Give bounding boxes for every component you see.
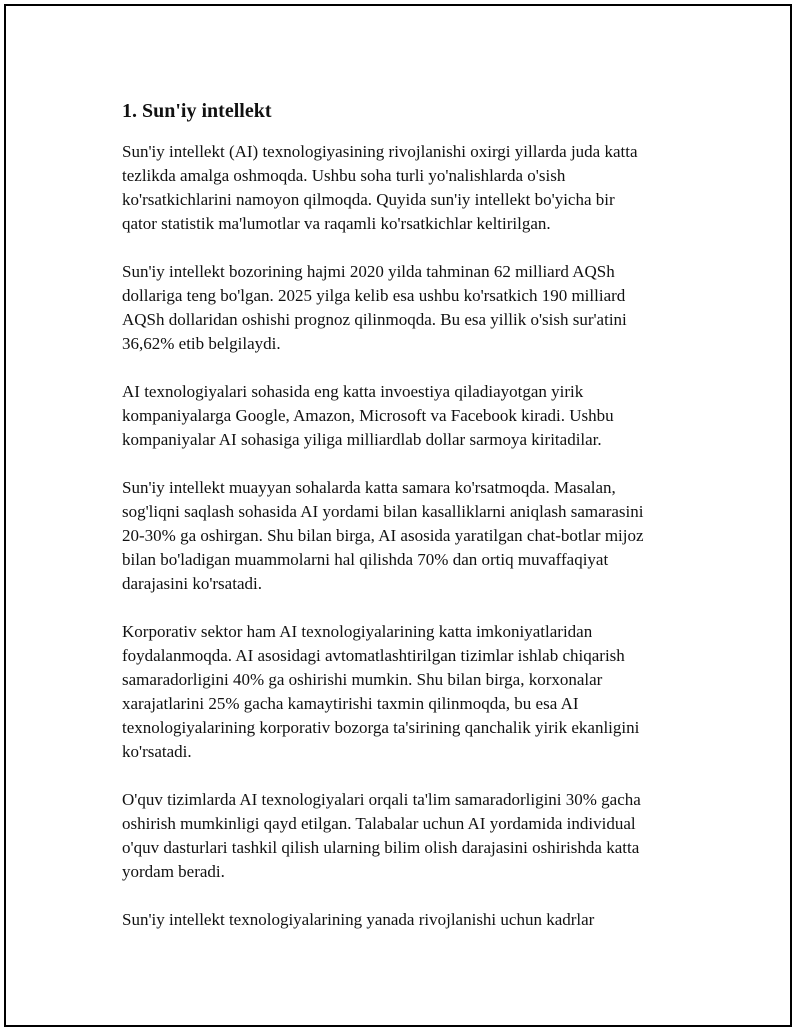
paragraph-6: O'quv tizimlarda AI texnologiyalari orqali ta'lim samaradorligini 30% gacha oshirish mumkinligi qayd etilgan. Talabalar uchun AI yordamida individual o'quv dasturlari tashkil qilish ularning bilim olish darajasini oshirishda katta yordam beradi. bbox=[122, 790, 641, 881]
section-title: 1. Sun'iy intellekt bbox=[122, 100, 272, 122]
paragraph-3: AI texnologiyalari sohasida eng katta invoestiya qiladiayotgan yirik kompaniyalarga Google, Amazon, Microsoft va Facebook kiradi. Ushbu kompaniyalar AI sohasiga yiliga milliardlab dollar sarmoya kiritadilar. bbox=[122, 382, 614, 449]
paragraph-2: Sun'iy intellekt bozorining hajmi 2020 yilda tahminan 62 milliard AQSh dollariga teng bo'lgan. 2025 yilga kelib esa ushbu ko'rsatkich 190 milliard AQSh dollaridan oshishi prognoz qilinmoqda. Bu esa yillik o'sish sur'atini 36,62% etib belgilaydi. bbox=[122, 262, 627, 353]
paragraph-5: Korporativ sektor ham AI texnologiyalarining katta imkoniyatlaridan foydalanmoqda. AI asosidagi avtomatlashtirilgan tizimlar ishlab chiqarish samaradorligini 40% ga oshirishi mumkin. Shu bilan birga, korxonalar xarajatlarini 25% gacha kamaytirishi taxmin qilinmoqda, bu esa AI texnologiyalarining korporativ bozorga ta'sirining qanchalik yirik ekanligini ko'rsatadi. bbox=[122, 622, 640, 761]
document-page bbox=[4, 4, 792, 1027]
paragraph-1: Sun'iy intellekt (AI) texnologiyasining rivojlanishi oxirgi yillarda juda katta tezlikda amalga oshmoqda. Ushbu soha turli yo'nalishlarda o'sish ko'rsatkichlarini namoyon qilmoqda. Quyida sun'iy intellekt bo'yicha bir qator statistik ma'lumotlar va raqamli ko'rsatkichlar keltirilgan. bbox=[122, 142, 638, 233]
paragraph-4: Sun'iy intellekt muayyan sohalarda katta samara ko'rsatmoqda. Masalan, sog'liqni saqlash sohasida AI yordami bilan kasalliklarni aniqlash samarasini 20-30% ga oshirgan. Shu bilan birga, AI asosida yaratilgan chat-botlar mijoz bilan bo'ladigan muammolarni hal qilishda 70% dan ortiq muvaffaqiyat darajasini ko'rsatadi. bbox=[122, 478, 644, 593]
paragraph-7: Sun'iy intellekt texnologiyalarining yanada rivojlanishi uchun kadrlar bbox=[122, 910, 595, 929]
document-body bbox=[122, 98, 702, 956]
